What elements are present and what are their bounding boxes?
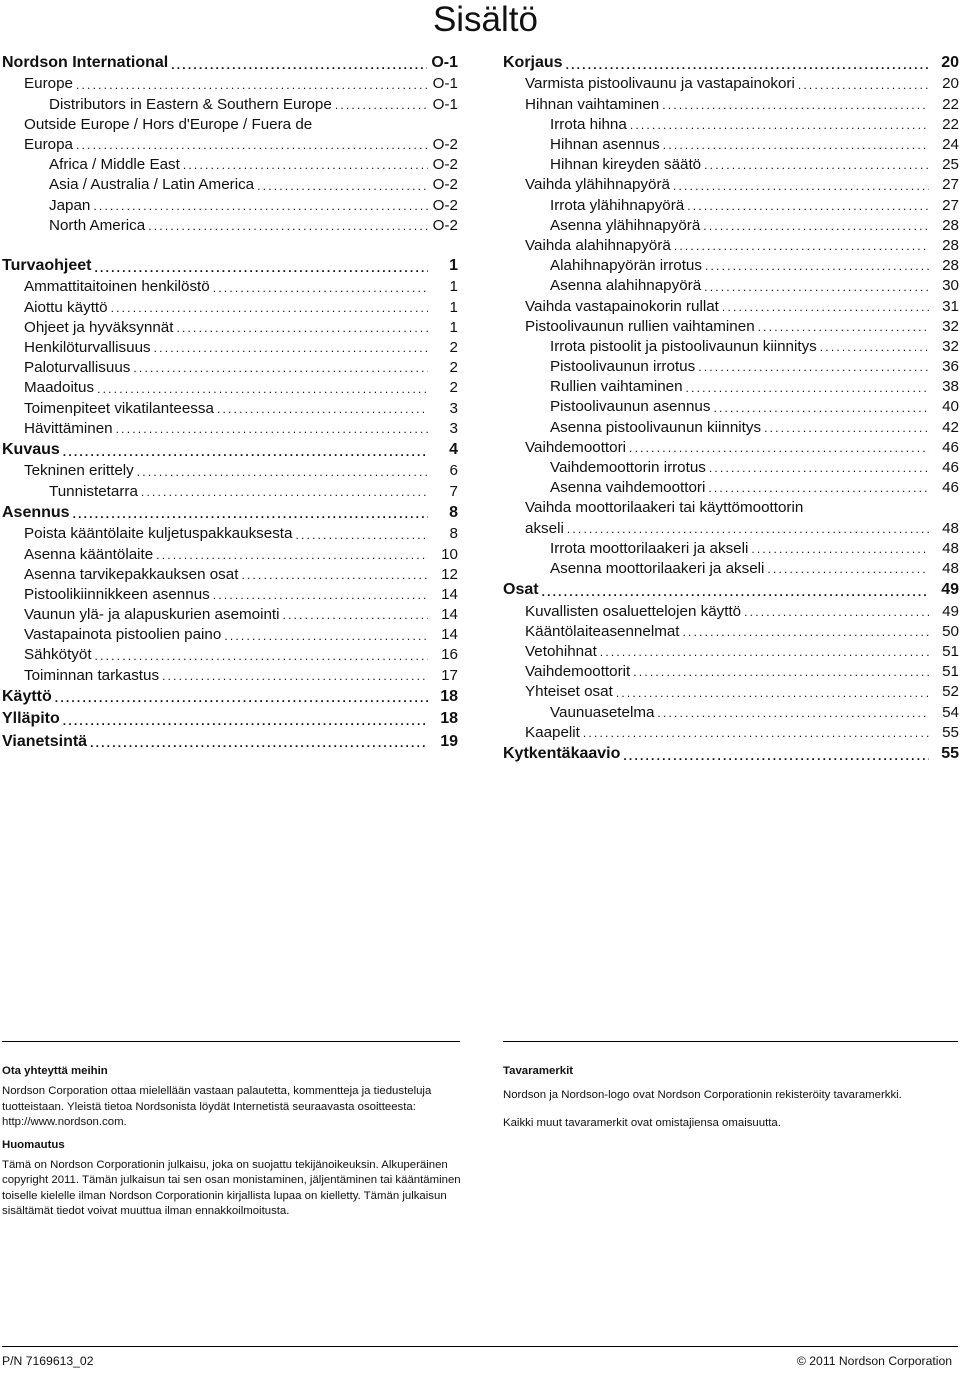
toc-entry-title: Vaihdemoottorin irrotus [550, 459, 706, 477]
toc-leader-dots [154, 338, 428, 358]
toc-entry[interactable] [2, 255, 458, 278]
toc-leader-dots [295, 525, 428, 545]
toc-leader-dots [662, 95, 929, 115]
toc-leader-dots [687, 196, 929, 216]
trademarks-heading: Tavaramerkit [503, 1065, 574, 1077]
toc-page-number: O-2 [432, 196, 458, 214]
toc-page-number: 40 [942, 398, 959, 416]
toc-entry[interactable] [2, 135, 458, 155]
notice-heading: Huomautus [2, 1138, 65, 1151]
toc-page-number: 10 [441, 545, 458, 563]
toc-page-number: 48 [942, 519, 959, 537]
toc-page-number: 8 [449, 525, 458, 543]
toc-page-number: 18 [440, 687, 458, 705]
toc-entry[interactable] [503, 642, 959, 662]
toc-leader-dots [55, 688, 428, 708]
toc-entry[interactable] [2, 625, 458, 645]
toc-leader-dots [148, 216, 428, 236]
toc-leader-dots [713, 398, 929, 418]
toc-leader-dots [95, 646, 428, 666]
toc-entry[interactable] [2, 524, 458, 544]
toc-entry-title: Paloturvallisuus [24, 359, 131, 377]
info-divider-right [503, 1041, 958, 1042]
toc-entry-title: Irrota pistoolit ja pistoolivaunun kiinnitys [550, 337, 817, 355]
toc-entry[interactable] [503, 216, 959, 236]
toc-entry-title: Hihnan vaihtaminen [525, 95, 660, 113]
toc-page-number: 14 [441, 626, 458, 644]
toc-entry-title: Vaihda moottorilaakeri tai käyttömoottorin [525, 499, 804, 517]
toc-leader-dots [709, 458, 929, 478]
toc-entry[interactable] [503, 377, 959, 397]
toc-entry-title: Pistoolikiinnikkeen asennus [24, 585, 210, 603]
toc-entry[interactable] [2, 708, 458, 731]
toc-entry[interactable] [503, 276, 959, 296]
info-divider-left [2, 1041, 460, 1042]
toc-entry-title: Asennus [2, 503, 70, 521]
toc-entry-title: Turvaohjeet [2, 257, 92, 274]
toc-entry[interactable] [503, 337, 959, 357]
toc-page-number: 1 [449, 318, 458, 336]
toc-page-number: O-2 [432, 136, 458, 154]
toc-leader-dots [583, 723, 929, 743]
toc-entry[interactable] [503, 236, 959, 256]
toc-leader-dots [683, 622, 929, 642]
toc-entry-title: Vaihda vastapainokorin rullat [525, 297, 719, 315]
toc-entry[interactable] [503, 317, 959, 337]
toc-entry[interactable] [503, 52, 959, 75]
toc-page-number: 54 [942, 703, 959, 721]
toc-page-number: 36 [942, 358, 959, 376]
toc-leader-dots [90, 733, 428, 753]
toc-leader-dots [704, 155, 929, 175]
page-title: Sisältö [432, 0, 538, 39]
toc-entry-title: Hihnan kireyden säätö [550, 156, 702, 174]
toc-leader-dots [171, 55, 427, 75]
toc-page-number: 28 [942, 216, 959, 234]
toc-leader-dots [95, 258, 429, 278]
toc-page-number: 12 [441, 565, 458, 583]
toc-entry[interactable] [2, 298, 458, 318]
toc-leader-dots [674, 236, 929, 256]
toc-page-number: 51 [942, 663, 959, 681]
toc-leader-dots [705, 256, 929, 276]
toc-entry[interactable] [503, 357, 959, 377]
toc-leader-dots [141, 482, 428, 502]
toc-leader-dots [758, 317, 929, 337]
toc-entry-title: Irrota ylähihnapyörä [550, 196, 685, 214]
toc-page-number: 51 [942, 643, 959, 661]
toc-entry-title: Vaihdemoottori [525, 438, 627, 456]
toc-entry-title: Kuvaus [2, 441, 60, 458]
toc-entry-title: Europe [24, 75, 73, 93]
toc-entry[interactable] [2, 666, 458, 686]
toc-entry-title: Tunnistetarra [49, 482, 138, 500]
toc-leader-dots [224, 626, 428, 646]
toc-page-number: 3 [449, 419, 458, 437]
toc-leader-dots [798, 75, 929, 95]
toc-entry[interactable] [503, 723, 959, 743]
toc-entry-title: Pistoolivaunun rullien vaihtaminen [525, 317, 755, 335]
toc-page-number: 50 [942, 622, 959, 640]
toc-entry-title: Vaunun ylä- ja alapuskurien asemointi [24, 606, 280, 624]
toc-entry[interactable] [2, 605, 458, 625]
toc-leader-dots [162, 666, 428, 686]
toc-entry[interactable] [2, 216, 458, 236]
toc-entry-title: Distributors in Eastern & Southern Europe [49, 95, 332, 113]
toc-entry-title: Asenna kääntölaite [24, 545, 154, 563]
toc-entry[interactable] [503, 155, 959, 175]
toc-entry-title: Poista kääntölaite kuljetuspakkauksesta [24, 525, 293, 543]
toc-leader-dots [76, 135, 428, 155]
toc-entry-title: Toimenpiteet vikatilanteessa [24, 399, 214, 417]
toc-entry[interactable] [503, 75, 959, 95]
toc-entry-title: Irrota moottorilaakeri ja akseli [550, 539, 749, 557]
toc-entry-title: Africa / Middle East [49, 156, 180, 174]
toc-entry[interactable] [2, 278, 458, 298]
toc-entry-title: Käyttö [2, 687, 52, 705]
toc-leader-dots [542, 582, 929, 602]
toc-page-number: 48 [942, 539, 959, 557]
toc-leader-dots [722, 297, 929, 317]
toc-leader-dots [663, 135, 929, 155]
toc-leader-dots [673, 176, 929, 196]
toc-page-number: 46 [942, 459, 959, 477]
toc-page-number: 32 [942, 317, 959, 335]
toc-leader-dots [764, 418, 929, 438]
toc-leader-dots [111, 298, 428, 318]
toc-entry[interactable] [2, 482, 458, 502]
toc-page-number: 28 [942, 257, 959, 275]
toc-entry[interactable] [2, 731, 458, 754]
toc-leader-dots [133, 358, 428, 378]
toc-entry[interactable] [2, 646, 458, 666]
info-right [503, 1064, 943, 1138]
toc-page-number: 38 [942, 378, 959, 396]
toc-entry[interactable] [2, 419, 458, 439]
toc-leader-dots [630, 115, 929, 135]
toc-leader-dots [76, 75, 428, 95]
toc-entry-title: North America [49, 216, 146, 234]
toc-page-number: 18 [440, 710, 458, 728]
toc-page-number: 49 [941, 581, 959, 599]
toc-leader-dots [600, 642, 929, 662]
toc-leader-dots [566, 55, 929, 75]
toc-page-number: 46 [942, 438, 959, 456]
toc-entry-title: Asenna pistoolivaunun kiinnitys [550, 418, 762, 436]
toc-page-number: 2 [449, 359, 458, 377]
toc-entry[interactable] [503, 135, 959, 155]
toc-entry-title: Asenna tarvikepakkauksen osat [24, 565, 239, 583]
toc-page-number: 19 [440, 732, 458, 750]
toc-page-number: 30 [942, 277, 959, 295]
toc-entry[interactable] [2, 545, 458, 565]
toc-page-number: 22 [942, 115, 959, 133]
toc-entry[interactable] [2, 155, 458, 175]
toc-entry-title: Tekninen erittely [24, 462, 134, 480]
toc-leader-dots [63, 442, 428, 462]
toc-leader-dots [183, 155, 428, 175]
toc-page-number: 2 [449, 379, 458, 397]
toc-entry[interactable] [503, 579, 959, 602]
toc-entry[interactable] [503, 438, 959, 458]
toc-entry-title: Vetohihnat [525, 643, 597, 661]
toc-right-column [503, 52, 959, 766]
toc-entry-title: Vaihdemoottorit [525, 663, 631, 681]
toc-entry-title: Toiminnan tarkastus [24, 666, 160, 684]
toc-entry-title: Kääntölaiteasennelmat [525, 622, 680, 640]
toc-page-number: 8 [449, 503, 458, 521]
toc-page-number: O-1 [432, 95, 458, 113]
toc-leader-dots [73, 504, 428, 524]
toc-page-number: 1 [449, 257, 458, 274]
toc-page-number: 32 [942, 337, 959, 355]
toc-page-number: 52 [942, 683, 959, 701]
toc-leader-dots [217, 399, 428, 419]
toc-leader-dots [241, 565, 428, 585]
toc-leader-dots [156, 545, 428, 565]
toc-entry-title: Kaapelit [525, 723, 580, 741]
toc-leader-dots [93, 196, 428, 216]
toc-page-number: 1 [449, 298, 458, 316]
toc-leader-dots [213, 585, 428, 605]
toc-page-number: 14 [441, 606, 458, 624]
toc-page-number: 25 [942, 156, 959, 174]
toc-entry[interactable] [2, 196, 458, 216]
toc-entry-title: Alahihnapyörän irrotus [550, 257, 702, 275]
toc-entry[interactable] [2, 75, 458, 95]
toc-leader-dots [116, 419, 428, 439]
toc-leader-dots [744, 602, 929, 622]
toc-entry-title: Irrota hihna [550, 115, 627, 133]
toc-entry-title: Yhteiset osat [525, 683, 613, 701]
toc-page-number: 48 [942, 559, 959, 577]
toc-entry[interactable] [503, 602, 959, 622]
toc-leader-dots [623, 746, 929, 766]
toc-entry[interactable] [2, 318, 458, 338]
toc-entry[interactable] [2, 585, 458, 605]
toc-entry[interactable] [503, 196, 959, 216]
toc-page-number: O-2 [432, 216, 458, 234]
toc-page-number: 3 [449, 399, 458, 417]
toc-leader-dots [335, 95, 428, 115]
toc-leader-dots [686, 378, 929, 398]
toc-entry-title: Maadoitus [24, 379, 95, 397]
toc-entry[interactable] [2, 378, 458, 398]
toc-page-number: 27 [942, 176, 959, 194]
toc-page-number: 4 [449, 441, 458, 458]
toc-entry[interactable] [2, 115, 458, 135]
toc-leader-dots [213, 278, 428, 298]
toc-entry[interactable] [2, 95, 458, 115]
toc-entry-title: akseli [525, 519, 564, 537]
toc-entry[interactable] [2, 565, 458, 585]
info-left [2, 1064, 462, 1227]
toc-entry-title: Hävittäminen [24, 419, 113, 437]
toc-entry-title: Vastapainota pistoolien paino [24, 626, 222, 644]
toc-page-number: 27 [942, 196, 959, 214]
toc-page-number: 16 [441, 646, 458, 664]
notice-body: Tämä on Nordson Corporationin julkaisu, joka on suojattu tekijänoikeuksin. Alkuperäinen copyright 2011. Tämän julkaisun tai sen osan monistaminen, jäljentäminen tai kääntäminen toiselle kielelle ilman Nordson Corporationin kirjallista lupaa on kielletty. Tämän julkaisun sisältämät tiedot voivat muuttua ilman ennakkoilmoitusta. [2, 1159, 461, 1218]
toc-page-number: 2 [449, 339, 458, 357]
toc-entry[interactable] [503, 256, 959, 276]
toc-leader-dots [704, 277, 929, 297]
toc-entry[interactable] [503, 743, 959, 766]
toc-page-number: 17 [441, 666, 458, 684]
toc-page-number: O-2 [432, 156, 458, 174]
toc-entry[interactable] [503, 559, 959, 579]
toc-leader-dots [97, 379, 428, 399]
toc-entry-title: Pistoolivaunun asennus [550, 398, 711, 416]
toc-entry-title: Hihnan asennus [550, 136, 660, 154]
toc-entry-title: Vianetsintä [2, 732, 88, 750]
toc-leader-dots [820, 337, 929, 357]
toc-page-number: 55 [941, 745, 959, 762]
toc-entry-title: Sähkötyöt [24, 646, 92, 664]
toc-entry[interactable] [503, 95, 959, 115]
toc-entry[interactable] [2, 358, 458, 378]
toc-page-number: 55 [942, 723, 959, 741]
toc-entry[interactable] [2, 338, 458, 358]
toc-entry[interactable] [503, 539, 959, 559]
toc-entry[interactable] [2, 175, 458, 195]
toc-entry[interactable] [503, 297, 959, 317]
toc-entry[interactable] [2, 462, 458, 482]
toc-page-number: 42 [942, 418, 959, 436]
toc-entry[interactable] [503, 418, 959, 438]
toc-leader-dots [698, 357, 929, 377]
toc-entry-title: Ohjeet ja hyväksynnät [24, 318, 174, 336]
toc-leader-dots [708, 478, 929, 498]
toc-leader-dots [767, 559, 929, 579]
toc-entry[interactable] [503, 662, 959, 682]
toc-entry[interactable] [2, 52, 458, 75]
toc-leader-dots [657, 703, 929, 723]
toc-entry-title: Asenna moottorilaakeri ja akseli [550, 559, 765, 577]
toc-entry-title: Europa [24, 136, 73, 154]
toc-leader-dots [616, 683, 929, 703]
toc-entry-title: Asenna ylähihnapyörä [550, 216, 701, 234]
toc-page-number: 20 [941, 54, 959, 71]
toc-leader-dots [283, 605, 428, 625]
toc-entry[interactable] [2, 439, 458, 462]
toc-page-number: 24 [942, 136, 959, 154]
toc-left-column [2, 52, 458, 753]
toc-page-number: 49 [942, 602, 959, 620]
toc-page-number: 31 [942, 297, 959, 315]
toc-leader-dots [567, 519, 929, 539]
toc-entry-title: Korjaus [503, 54, 563, 71]
toc-page-number: O-1 [431, 54, 458, 71]
toc-page-number: O-1 [432, 75, 458, 93]
toc-leader-dots [63, 711, 428, 731]
part-number: P/N 7169613_02 [2, 1354, 94, 1368]
footer-divider [2, 1346, 958, 1347]
toc-page-number: 22 [942, 95, 959, 113]
toc-entry-title: Ammattitaitoinen henkilöstö [24, 278, 210, 296]
toc-entry-title: Vaihda ylähihnapyörä [525, 176, 670, 194]
trademarks-others: Kaikki muut tavaramerkit ovat omistajiensa omaisuutta. [503, 1116, 781, 1129]
toc-entry-title: Asia / Australia / Latin America [49, 176, 255, 194]
toc-entry[interactable] [503, 498, 959, 518]
toc-leader-dots [633, 662, 929, 682]
toc-entry[interactable] [503, 175, 959, 195]
toc-entry-title: Vaunuasetelma [550, 703, 655, 721]
toc-page-number: 28 [942, 236, 959, 254]
toc-entry-title: Pistoolivaunun irrotus [550, 358, 696, 376]
contact-heading: Ota yhteyttä meihin [2, 1065, 108, 1077]
contact-body: Nordson Corporation ottaa mielellään vastaan palautetta, kommentteja ja tiedusteluja tuotteistaan. Yleistä tietoa Nordsonista löydät Internetistä seuraavasta osoitteesta: http://www.nordson.com. [2, 1085, 432, 1129]
toc-entry-title: Japan [49, 196, 91, 214]
toc-entry-title: Ylläpito [2, 710, 60, 728]
toc-leader-dots [137, 462, 428, 482]
toc-page-number: 6 [449, 462, 458, 480]
toc-entry[interactable] [503, 703, 959, 723]
toc-entry[interactable] [503, 682, 959, 702]
toc-entry[interactable] [2, 502, 458, 525]
toc-entry[interactable] [503, 398, 959, 418]
toc-entry-title: Asenna vaihdemoottori [550, 479, 706, 497]
toc-leader-dots [751, 539, 929, 559]
toc-entry-title: Rullien vaihtaminen [550, 378, 683, 396]
toc-page-number: 20 [942, 75, 959, 93]
toc-page-number: 1 [449, 278, 458, 296]
toc-entry[interactable] [503, 519, 959, 539]
copyright: © 2011 Nordson Corporation [796, 1354, 952, 1368]
toc-leader-dots [703, 216, 929, 236]
toc-entry[interactable] [503, 478, 959, 498]
toc-entry-title: Nordson International [2, 54, 169, 71]
toc-entry-title: Henkilöturvallisuus [24, 339, 151, 357]
toc-entry[interactable] [2, 686, 458, 709]
toc-entry[interactable] [2, 399, 458, 419]
toc-entry-title: Kuvallisten osaluettelojen käyttö [525, 602, 742, 620]
toc-entry-title: Outside Europe / Hors d'Europe / Fuera de [24, 115, 313, 133]
toc-page-number: 46 [942, 479, 959, 497]
toc-leader-dots [629, 438, 929, 458]
toc-page-number: O-2 [432, 176, 458, 194]
toc-page-number: 7 [449, 482, 458, 500]
toc-entry-title: Aiottu käyttö [24, 298, 108, 316]
toc-entry-title: Kytkentäkaavio [503, 745, 621, 762]
toc-entry[interactable] [503, 115, 959, 135]
toc-entry-title: Asenna alahihnapyörä [550, 277, 702, 295]
toc-page-number: 14 [441, 585, 458, 603]
toc-leader-dots [257, 176, 428, 196]
toc-entry[interactable] [503, 458, 959, 478]
toc-entry-title: Vaihda alahihnapyörä [525, 236, 671, 254]
toc-entry-title: Osat [503, 581, 539, 599]
toc-leader-dots [176, 318, 428, 338]
toc-entry-title: Varmista pistoolivaunu ja vastapainokori [525, 75, 795, 93]
trademarks-body: Nordson ja Nordson-logo ovat Nordson Corporationin rekisteröity tavaramerkki. [503, 1089, 902, 1102]
toc-entry[interactable] [503, 622, 959, 642]
